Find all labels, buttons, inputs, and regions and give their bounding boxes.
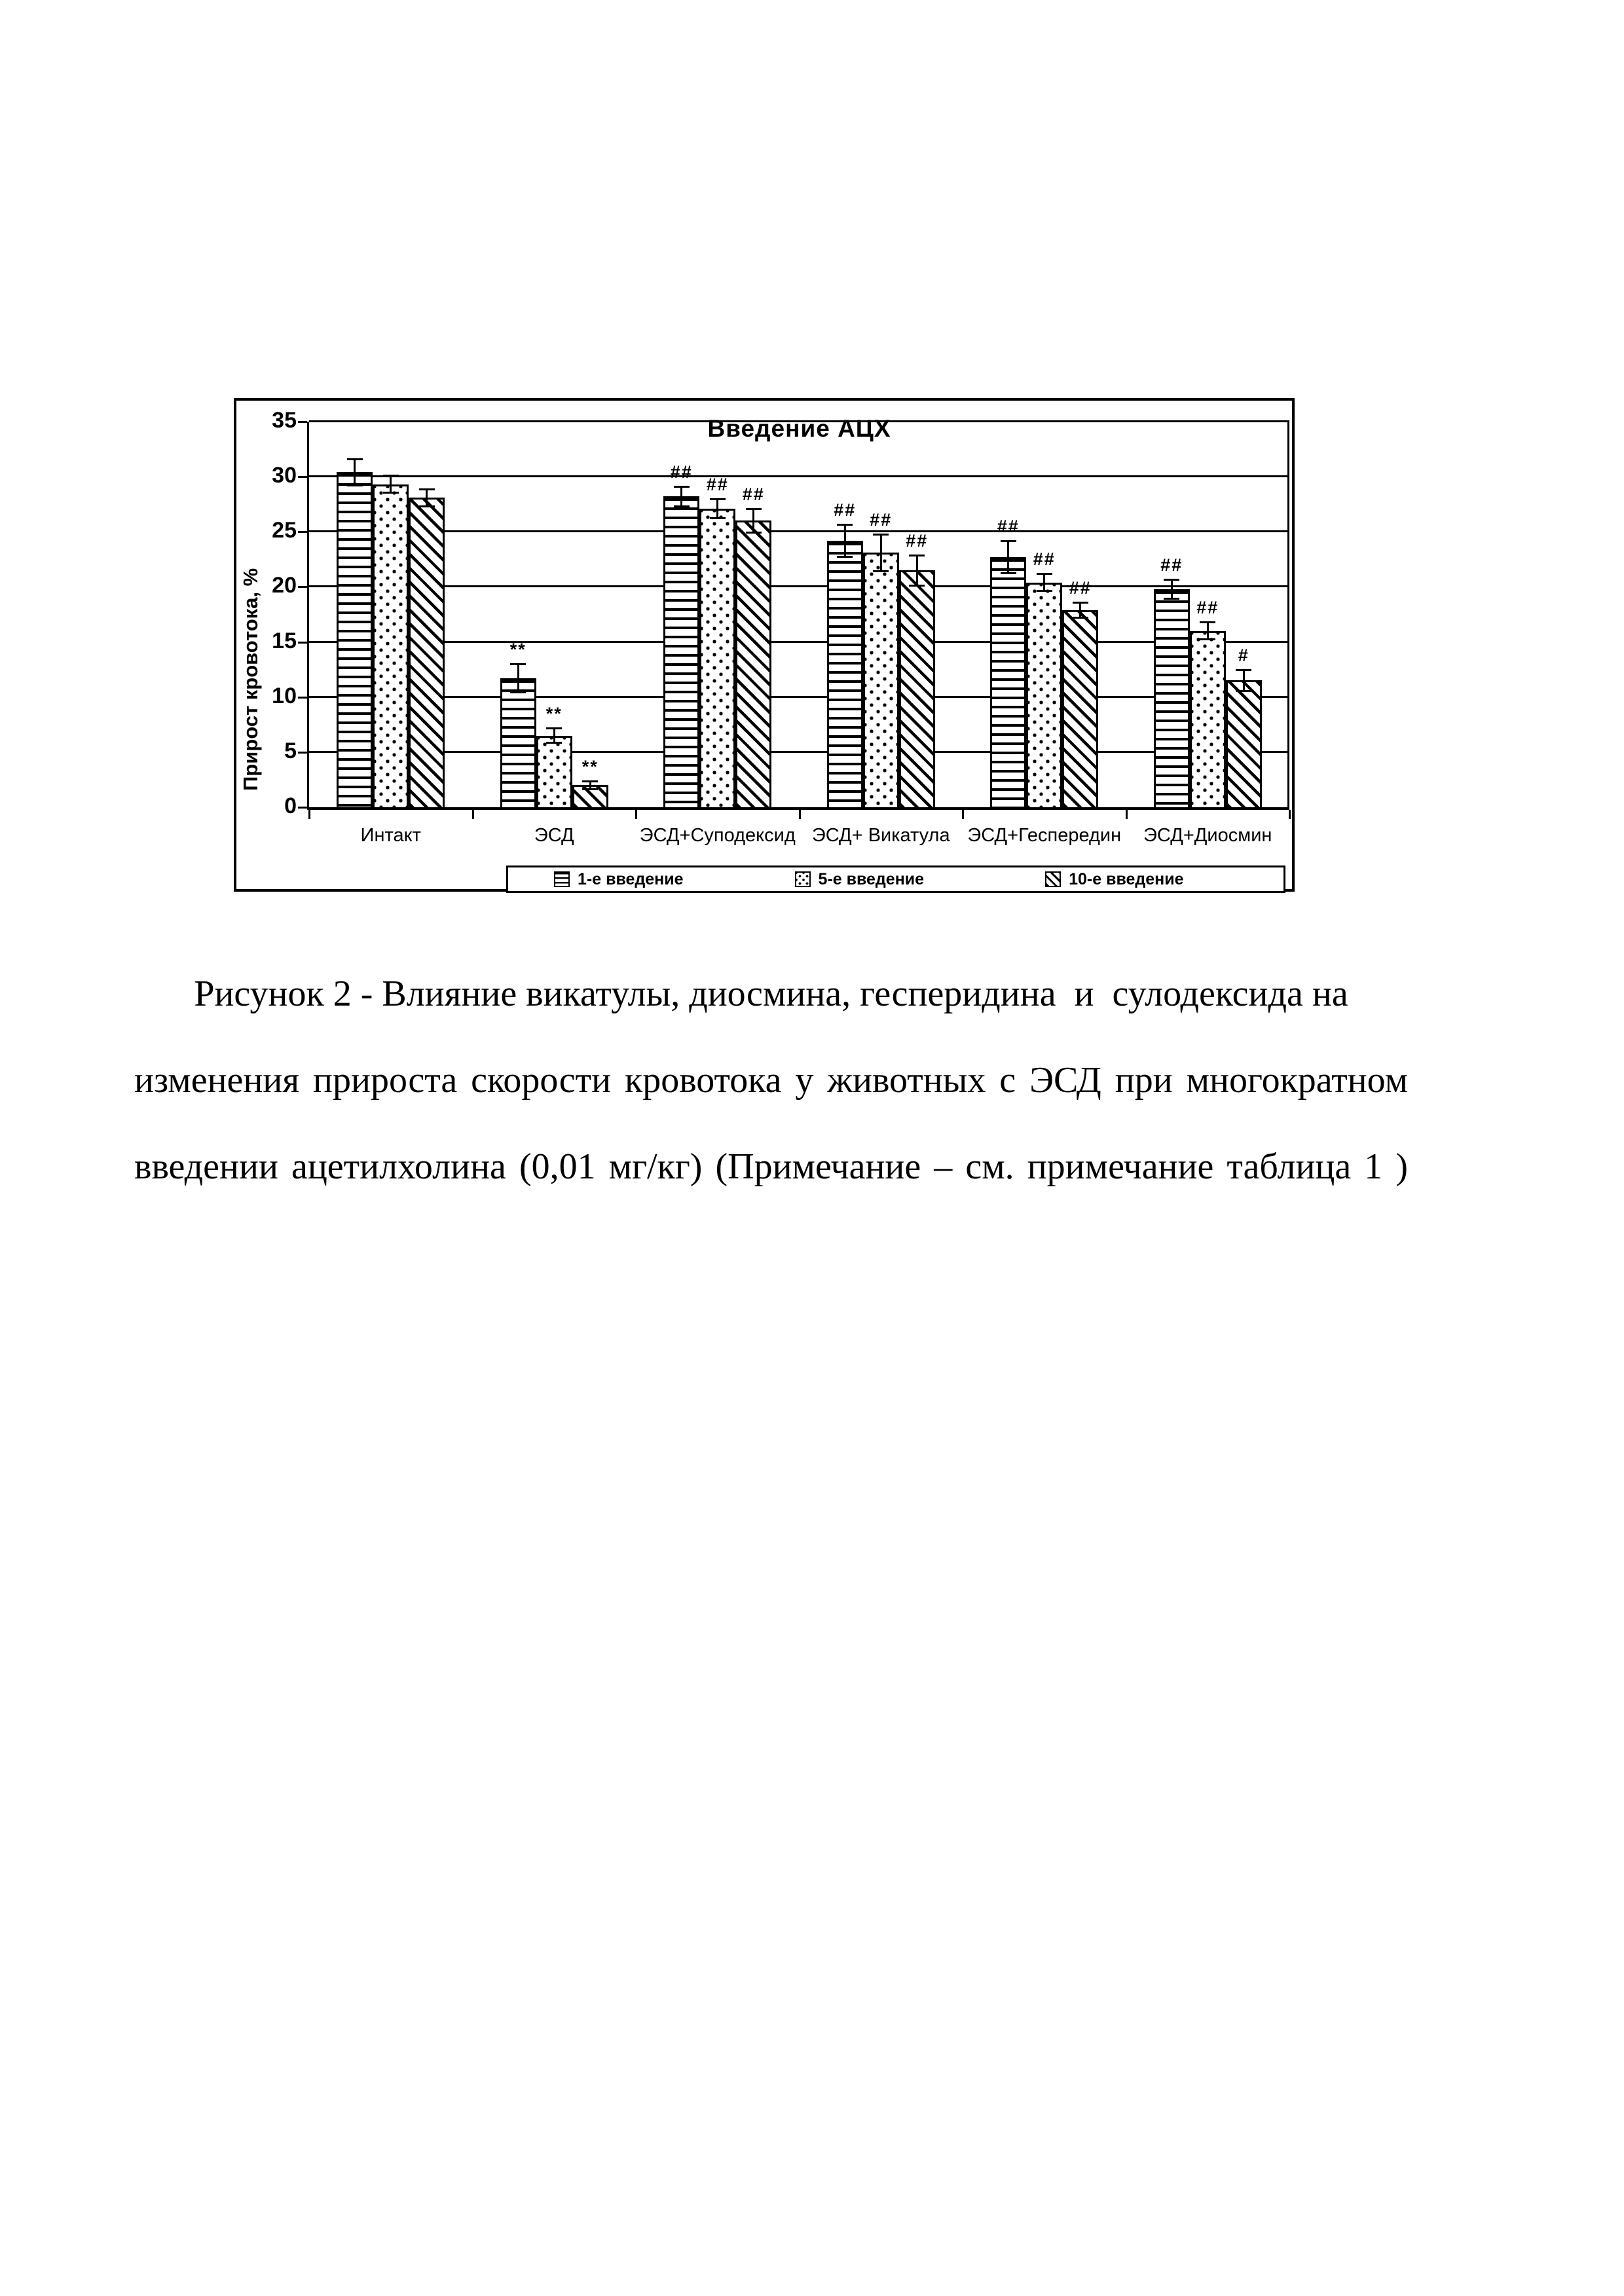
bar-ЭСД+Диосмин-1-е введение [1154, 589, 1190, 809]
bar-ЭСД+Диосмин-10-е введение [1226, 680, 1262, 809]
legend-label: 10-е введение [1069, 869, 1184, 888]
error-bar-cap-top [1200, 621, 1215, 623]
significance-mark: ## [1069, 577, 1092, 598]
error-bar-cap-top [546, 727, 562, 729]
error-bar-cap-bottom [710, 517, 726, 519]
diagonal-lines-swatch-icon [1045, 871, 1061, 887]
y-tick-10 [298, 697, 307, 699]
y-tick-5 [298, 752, 307, 754]
significance-mark: ## [670, 462, 693, 483]
caption-line-3: введении ацетилхолина (0,01 мг/кг) (Примечание – см. примечание таблица 1 ) [134, 1146, 1408, 1187]
y-tick-label-15: 15 [272, 628, 297, 653]
error-bar-line [517, 664, 519, 693]
y-tick-label-5: 5 [284, 738, 297, 763]
error-bar-line [354, 459, 356, 485]
error-bar-cap-bottom [419, 505, 435, 507]
significance-mark: ## [1160, 555, 1183, 575]
legend-item-1-е введение [554, 870, 684, 889]
error-bar-line [1079, 602, 1081, 618]
significance-mark: ## [870, 509, 893, 530]
chart-title: Введение АЦХ [707, 415, 891, 442]
error-bar-cap-bottom [347, 484, 363, 486]
dots-swatch-icon [795, 871, 811, 887]
significance-mark: ## [742, 484, 765, 504]
error-bar-cap-bottom [546, 742, 562, 744]
gridline-25 [309, 530, 1289, 532]
x-axis-label-ЭСД+Геспередин: ЭСД+Геспередин [967, 825, 1122, 846]
significance-mark: ## [997, 516, 1020, 536]
figure-caption [134, 951, 1408, 1210]
error-bar-cap-top [1073, 602, 1088, 604]
y-tick-label-0: 0 [284, 793, 297, 818]
error-bar-line [390, 475, 392, 493]
bar-ЭСД+ Викатула-1-е введение [827, 541, 863, 809]
bar-ЭСД+Геспередин-5-е введение [1026, 583, 1062, 809]
error-bar-line [680, 486, 682, 506]
significance-mark: ** [509, 640, 526, 660]
error-bar-cap-bottom [510, 691, 526, 693]
x-axis-label-ЭСД+Диосмин: ЭСД+Диосмин [1143, 825, 1272, 846]
significance-mark: ## [834, 500, 857, 520]
error-bar-cap-top [510, 663, 526, 665]
error-bar-line [1207, 622, 1209, 640]
figure-2-chart [234, 398, 1295, 892]
error-bar-cap-bottom [873, 570, 889, 572]
bar-ЭСД+ Викатула-10-е введение [899, 570, 935, 809]
significance-mark: # [1238, 645, 1249, 665]
error-bar-cap-top [582, 780, 598, 782]
x-tick-1 [472, 810, 474, 819]
y-axis-line [307, 422, 309, 807]
error-bar-cap-bottom [582, 788, 598, 790]
y-tick-label-25: 25 [272, 518, 297, 543]
y-tick-15 [298, 642, 307, 644]
significance-mark: ** [545, 703, 563, 723]
y-axis-title: Прирост кровотока, % [239, 568, 262, 792]
bar-ЭСД+Суподексид-1-е введение [663, 496, 699, 809]
gridline-5 [309, 751, 1289, 753]
error-bar-cap-top [1236, 669, 1251, 671]
y-tick-20 [298, 586, 307, 588]
caption-line-1: Рисунок 2 - Влияние викатулы, диосмина, гесперидина и сулодексида на [194, 974, 1348, 1014]
legend-label: 1-е введение [578, 869, 684, 888]
caption-line-2: изменения прироста скорости кровотока у животных с ЭСД при многократном [134, 1060, 1408, 1101]
error-bar-line [1007, 541, 1009, 574]
error-bar-cap-bottom [1200, 638, 1215, 640]
significance-mark: ## [906, 530, 929, 551]
x-tick-4 [962, 810, 964, 819]
bar-Интакт-5-е введение [373, 484, 409, 809]
y-tick-label-20: 20 [272, 573, 297, 598]
bar-ЭСД+ Викатула-5-е введение [863, 553, 899, 809]
error-bar-cap-top [383, 475, 399, 477]
error-bar-cap-bottom [1001, 572, 1016, 574]
error-bar-cap-bottom [746, 532, 762, 534]
bar-Интакт-10-е введение [409, 498, 445, 809]
error-bar-cap-bottom [383, 492, 399, 494]
y-tick-label-30: 30 [272, 463, 297, 488]
error-bar-line [844, 524, 846, 557]
legend-label: 5-е введение [818, 869, 925, 888]
bar-ЭСД+Суподексид-5-е введение [699, 509, 735, 809]
x-axis-label-ЭСД: ЭСД [534, 825, 574, 846]
error-bar-cap-top [909, 555, 925, 556]
error-bar-line [553, 728, 555, 744]
error-bar-line [880, 534, 882, 572]
error-bar-line [716, 499, 718, 519]
y-tick-label-35: 35 [272, 408, 297, 433]
error-bar-cap-bottom [1073, 617, 1088, 619]
y-tick-35 [298, 421, 307, 423]
y-tick-0 [298, 807, 307, 809]
x-tick-6 [1289, 810, 1291, 819]
y-tick-label-10: 10 [272, 683, 297, 708]
error-bar-cap-bottom [837, 556, 853, 558]
x-tick-0 [308, 810, 310, 819]
error-bar-line [426, 489, 428, 507]
error-bar-cap-top [1164, 579, 1179, 581]
error-bar-cap-bottom [1236, 690, 1251, 692]
x-axis-label-ЭСД+Суподексид: ЭСД+Суподексид [639, 825, 796, 846]
gridline-10 [309, 696, 1289, 698]
error-bar-cap-top [746, 508, 762, 510]
legend-item-10-е введение [1045, 870, 1183, 889]
plot-right-border [1287, 422, 1289, 807]
x-tick-2 [635, 810, 637, 819]
error-bar-line [916, 555, 918, 586]
horizontal-lines-swatch-icon [554, 871, 570, 887]
error-bar-line [1043, 574, 1045, 591]
x-axis-label-ЭСД+ Викатула: ЭСД+ Викатула [811, 825, 950, 846]
x-tick-3 [799, 810, 801, 819]
error-bar-line [1171, 579, 1173, 599]
significance-mark: ** [581, 756, 599, 776]
gridline-15 [309, 641, 1289, 643]
legend-item-5-е введение [795, 870, 925, 889]
x-axis-label-Интакт: Интакт [360, 825, 421, 846]
error-bar-line [1243, 670, 1245, 692]
bar-Интакт-1-е введение [337, 472, 373, 809]
y-tick-25 [298, 531, 307, 533]
gridline-30 [309, 475, 1289, 477]
error-bar-cap-bottom [674, 505, 690, 507]
error-bar-cap-bottom [909, 585, 925, 587]
significance-mark: ## [706, 474, 729, 494]
error-bar-cap-top [419, 488, 435, 490]
chart-legend [506, 866, 1285, 893]
error-bar-cap-top [1037, 573, 1052, 575]
error-bar-line [752, 509, 754, 533]
y-tick-30 [298, 476, 307, 478]
error-bar-cap-top [347, 458, 363, 460]
gridline-20 [309, 585, 1289, 587]
bar-ЭСД-1-е введение [500, 678, 536, 809]
significance-mark: ## [1196, 598, 1219, 618]
significance-mark: ## [1033, 549, 1056, 570]
x-tick-5 [1126, 810, 1128, 819]
error-bar-cap-top [1001, 540, 1016, 542]
bar-ЭСД+Геспередин-10-е введение [1062, 610, 1098, 809]
bar-ЭСД+Суподексид-10-е введение [735, 520, 771, 809]
bar-ЭСД+Геспередин-1-е введение [990, 557, 1026, 809]
